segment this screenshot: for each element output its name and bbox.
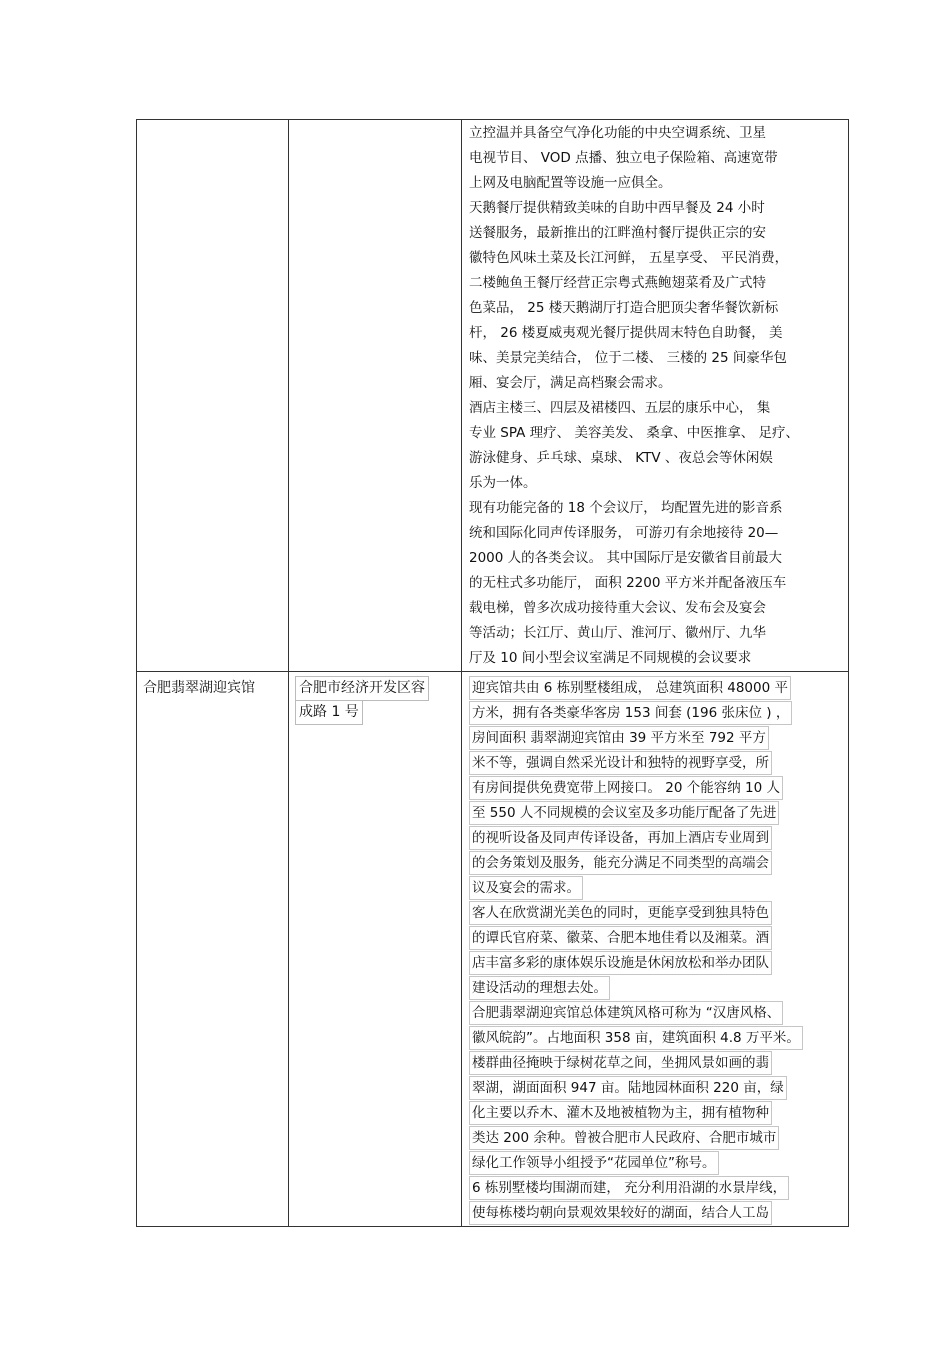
text-line [469,1001,848,1026]
text-line [469,751,848,776]
text-line-content: 房间面积 翡翠湖迎宾馆由 39 平方米至 792 平方 [469,726,769,750]
text-line [469,826,848,851]
text-line-content: 的谭氏官府菜、徽菜、合肥本地佳肴以及湘菜。酒 [469,926,772,950]
hotel-name-cell [137,672,289,1227]
text-line-content: 方米，拥有各类豪华客房 153 间套 (196 张床位 ) ， [469,701,792,725]
description-text [462,672,848,1226]
text-line: 上网及电脑配置等设施一应俱全。 [469,175,672,191]
text-line-content: 的视听设备及同声传译设备，再加上酒店专业周到 [469,826,772,850]
text-line: 徽特色风味土菜及长江河鲜， 五星享受、 平民消费， [469,250,789,266]
description-text [462,120,848,671]
hotel-info-table [136,119,849,1227]
text-line [469,1101,848,1126]
text-line: 味、美景完美结合， 位于二楼、 三楼的 25 间豪华包 [469,350,787,366]
address-line: 合肥市经济开发区容 [295,676,429,701]
text-line: 2000 人的各类会议。 其中国际厅是安徽省目前最大 [469,550,782,566]
text-line: 天鹅餐厅提供精致美味的自助中西早餐及 24 小时 [469,200,765,216]
table-row [137,120,849,672]
hotel-address [295,676,461,724]
text-line-content: 合肥翡翠湖迎宾馆总体建筑风格可称为 “汉唐风格、 [469,1001,783,1025]
text-line [469,976,848,1001]
text-line: 酒店主楼三、四层及裙楼四、五层的康乐中心， 集 [469,400,771,416]
text-line-content: 有房间提供免费宽带上网接口。 20 个能容纳 10 人 [469,776,783,800]
text-line [469,1076,848,1101]
text-line-content: 店丰富多彩的康体娱乐设施是休闲放松和举办团队 [469,951,772,975]
text-line: 送餐服务，最新推出的江畔渔村餐厅提供正宗的安 [469,225,766,241]
text-line: 专业 SPA 理疗、 美容美发、 桑拿、中医推拿、 足疗、 [469,425,800,441]
text-line-content: 至 550 人不同规模的会议室及多功能厅配备了先进 [469,801,779,825]
text-line-content: 类达 200 余种。曾被合肥市人民政府、合肥市城市 [469,1126,779,1150]
hotel-name: 合肥翡翠湖迎宾馆 [143,680,255,696]
text-line: 载电梯，曾多次成功接待重大会议、发布会及宴会 [469,600,766,616]
text-line [469,776,848,801]
text-line: 杆， 26 楼夏威夷观光餐厅提供周末特色自助餐， 美 [469,325,783,341]
text-line: 电视节目、 VOD 点播、独立电子保险箱、高速宽带 [469,150,778,166]
text-line [469,1051,848,1076]
text-line [469,1126,848,1151]
text-line [469,1026,848,1051]
hotel-description-cell [462,672,849,1227]
text-line [469,1151,848,1176]
text-line-content: 迎宾馆共由 6 栋别墅楼组成， 总建筑面积 48000 平 [469,676,791,700]
hotel-address-cell [289,120,462,672]
text-line: 的无柱式多功能厅， 面积 2200 平方米并配备液压车 [469,575,787,591]
text-line: 厅及 10 间小型会议室满足不同规模的会议要求 [469,650,752,666]
text-line: 统和国际化同声传译服务， 可游刃有余地接待 20— [469,525,779,541]
text-line [469,926,848,951]
text-line-content: 客人在欣赏湖光美色的同时，更能享受到独具特色 [469,901,772,925]
text-line [469,951,848,976]
text-line: 厢、宴会厅，满足高档聚会需求。 [469,375,672,391]
text-line [469,726,848,751]
text-line [469,1201,848,1226]
address-line: 成路 1 号 [295,700,363,725]
text-line-content: 绿化工作领导小组授予“花园单位”称号。 [469,1151,719,1175]
text-line: 立控温并具备空气净化功能的中央空调系统、卫星 [469,125,766,141]
text-line: 二楼鲍鱼王餐厅经营正宗粤式燕鲍翅菜肴及广式特 [469,275,766,291]
hotel-address-cell [289,672,462,1227]
text-line-content: 化主要以乔木、灌木及地被植物为主，拥有植物种 [469,1101,772,1125]
hotel-description-cell [462,120,849,672]
text-line [469,701,848,726]
text-line: 乐为一体。 [469,475,537,491]
text-line-content: 翠湖，湖面面积 947 亩。陆地园林面积 220 亩，绿 [469,1076,787,1100]
text-line-content: 议及宴会的需求。 [469,876,583,900]
text-line: 游泳健身、乒乓球、桌球、 KTV 、夜总会等休闲娱 [469,450,773,466]
text-line-content: 楼群曲径掩映于绿树花草之间，坐拥风景如画的翡 [469,1051,772,1075]
text-line-content: 使每栋楼均朝向景观效果较好的湖面，结合人工岛 [469,1201,772,1225]
text-line [469,876,848,901]
text-line: 等活动；长江厅、黄山厅、淮河厅、徽州厅、九华 [469,625,766,641]
text-line-content: 徽风皖韵”。占地面积 358 亩，建筑面积 4.8 万平米。 [469,1026,803,1050]
text-line [469,1176,848,1201]
text-line [469,851,848,876]
text-line [469,676,848,701]
text-line [469,901,848,926]
text-line-content: 6 栋别墅楼均围湖而建， 充分利用沿湖的水景岸线， [469,1176,789,1200]
text-line-content: 米不等，强调自然采光设计和独特的视野享受，所 [469,751,772,775]
text-line-content: 建设活动的理想去处。 [469,976,610,1000]
hotel-name-cell [137,120,289,672]
text-line: 色菜品， 25 楼天鹅湖厅打造合肥顶尖奢华餐饮新标 [469,300,779,316]
text-line-content: 的会务策划及服务，能充分满足不同类型的高端会 [469,851,772,875]
text-line [469,801,848,826]
table-row [137,672,849,1227]
text-line: 现有功能完备的 18 个会议厅， 均配置先进的影音系 [469,500,783,516]
